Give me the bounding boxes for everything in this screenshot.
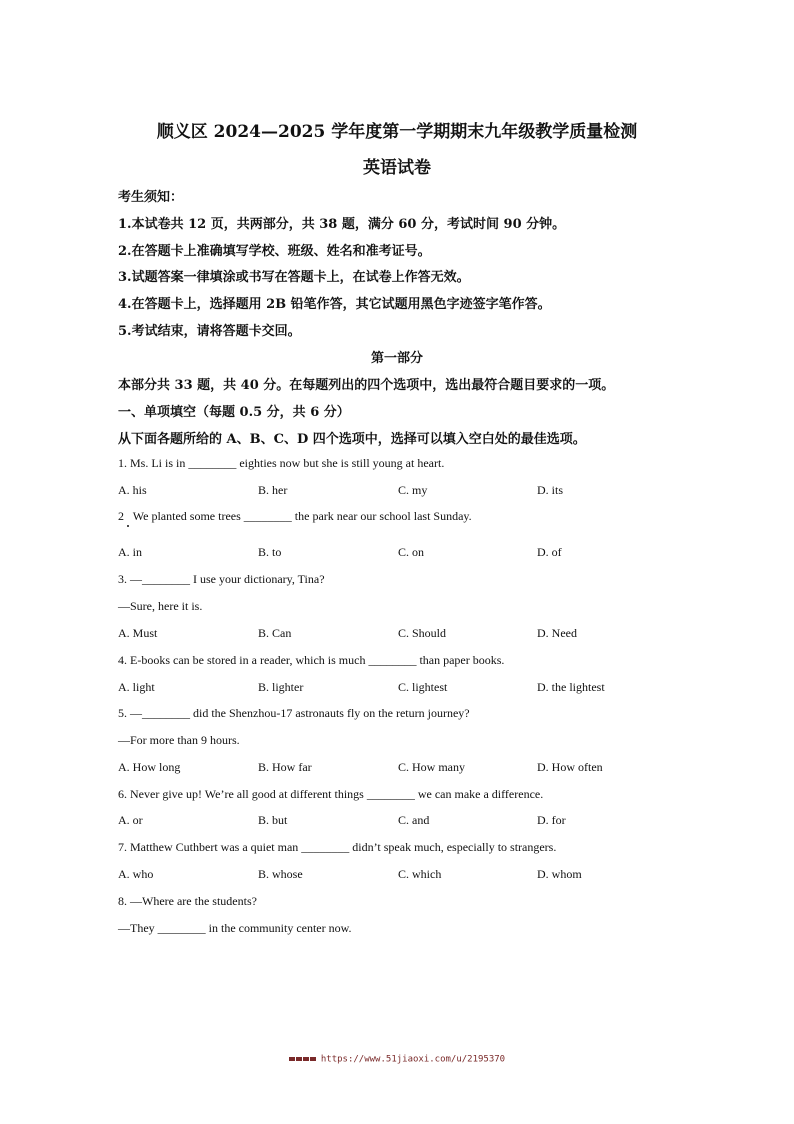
question-stem: 4. E-books can be stored in a reader, which is much ________ than paper books. <box>118 653 505 667</box>
question-stem: 3. —________ I use your dictionary, Tina? <box>118 572 325 586</box>
exam-subtitle: 英语试卷 <box>363 158 431 178</box>
footer-watermark <box>0 1054 794 1065</box>
question-answer-line: —Sure, here it is. <box>118 599 203 613</box>
option-c: C. my <box>398 483 428 497</box>
question-stem: 5. —________ did the Shenzhou-17 astronauts fly on the return journey? <box>118 706 470 720</box>
question-stem: 6. Never give up! We’re all good at different things ________ we can make a difference. <box>118 787 544 801</box>
option-b: B. but <box>258 813 288 827</box>
option-a: A. or <box>118 813 143 827</box>
option-d: D. whom <box>537 867 582 881</box>
option-c: C. lightest <box>398 680 448 694</box>
option-b: B. whose <box>258 867 303 881</box>
option-d: D. of <box>537 545 562 559</box>
option-d: D. the lightest <box>537 680 605 694</box>
footer-url[interactable]: https://www.51jiaoxi.com/u/2195370 <box>320 1054 506 1065</box>
stray-dot-mark <box>127 525 129 527</box>
option-a: A. his <box>118 483 147 497</box>
option-d: D. its <box>537 483 564 497</box>
part-title: 第一部分 <box>370 351 423 366</box>
section-title: 一、单项填空（每题 0.5 分，共 6 分） <box>118 405 350 420</box>
option-b: B. Can <box>258 626 292 640</box>
notice-heading: 考生须知： <box>118 190 184 205</box>
notice-item: 2.在答题卡上准确填写学校、班级、姓名和准考证号。 <box>118 244 431 259</box>
notice-item: 4.在答题卡上，选择题用 2B 铅笔作答，其它试题用黑色字迹签字笔作答。 <box>118 297 551 312</box>
option-a: A. Must <box>118 626 158 640</box>
notice-item: 5.考试结束，请将答题卡交回。 <box>118 324 301 339</box>
part-intro: 本部分共 33 题，共 40 分。在每题列出的四个选项中，选出最符合题目要求的一项。 <box>118 378 615 393</box>
option-c: C. on <box>398 545 425 559</box>
option-c: C. which <box>398 867 442 881</box>
option-d: D. Need <box>537 626 577 640</box>
section-instruction: 从下面各题所给的 A、B、C、D 四个选项中，选择可以填入空白处的最佳选项。 <box>118 432 586 447</box>
option-c: C. and <box>398 813 430 827</box>
option-a: A. who <box>118 867 154 881</box>
option-b: B. her <box>258 483 288 497</box>
question-stem: 2 We planted some trees ________ the park near our school last Sunday. <box>118 509 472 523</box>
question-stem: 8. —Where are the students? <box>118 894 257 908</box>
question-answer-line: —They ________ in the community center now. <box>118 921 352 935</box>
option-b: B. to <box>258 545 282 559</box>
notice-item: 3.试题答案一律填涂或书写在答题卡上，在试卷上作答无效。 <box>118 270 470 285</box>
option-a: A. light <box>118 680 155 694</box>
question-answer-line: —For more than 9 hours. <box>118 733 240 747</box>
option-c: C. How many <box>398 760 465 774</box>
option-b: B. How far <box>258 760 312 774</box>
option-c: C. Should <box>398 626 447 640</box>
site-logo-icon <box>289 1054 317 1064</box>
option-d: D. How often <box>537 760 603 774</box>
option-b: B. lighter <box>258 680 304 694</box>
option-a: A. How long <box>118 760 181 774</box>
option-d: D. for <box>537 813 566 827</box>
option-a: A. in <box>118 545 142 559</box>
exam-title: 顺义区 2024—2025 学年度第一学期期末九年级教学质量检测 <box>156 122 638 142</box>
question-stem: 1. Ms. Li is in ________ eighties now but she is still young at heart. <box>118 456 445 470</box>
notice-item: 1.本试卷共 12 页，共两部分，共 38 题，满分 60 分，考试时间 90 分钟。 <box>118 217 566 232</box>
question-stem: 7. Matthew Cuthbert was a quiet man ________ didn’t speak much, especially to strangers. <box>118 840 557 854</box>
